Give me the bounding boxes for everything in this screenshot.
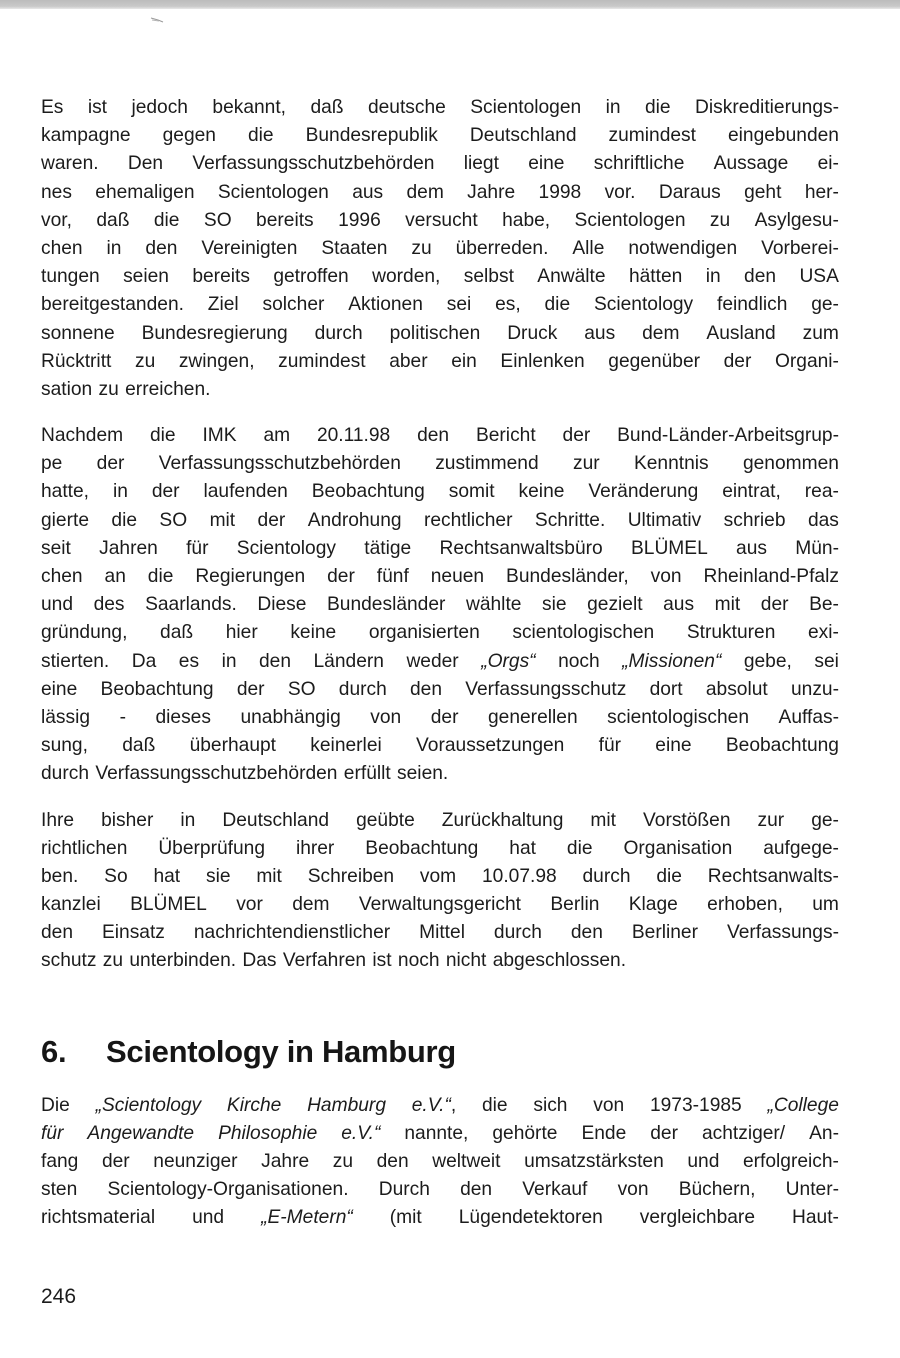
text-line: stierten. Da es in den Ländern weder „Orgs“ noch „Missionen“ gebe, sei [41,650,839,672]
text-line: richtsmaterial und „E-Metern“ (mit Lügendetektoren vergleichbare Haut- [41,1207,839,1229]
text-line: tungen seien bereits getroffen worden, selbst Anwälte hätten in den USA [41,266,839,288]
page-number: 246 [41,1285,77,1308]
text-line: bereitgestanden. Ziel solcher Aktionen sei es, die Scientology feindlich ge- [41,294,839,316]
text-line: lässig - dieses unabhängig von der generellen scientologischen Auffas- [41,706,839,728]
text-line: vor, daß die SO bereits 1996 versucht habe, Scientologen zu Asylgesu- [41,209,839,231]
text-line: sten Scientology-Organisationen. Durch den Verkauf von Büchern, Unter- [41,1179,839,1201]
text-line: Die „Scientology Kirche Hamburg e.V.“, die sich von 1973-1985 „College [41,1094,839,1116]
section-spacer [41,976,839,1032]
text-line: seit Jahren für Scientology tätige Rechtsanwaltsbüro BLÜMEL aus Mün- [41,537,839,559]
section-heading [41,1032,839,1072]
document-page [41,94,839,1233]
text-line: Nachdem die IMK am 20.11.98 den Bericht der Bund-Länder-Arbeitsgrup- [41,425,839,447]
text-line: richtlichen Überprüfung ihrer Beobachtung hat die Organisation aufgege- [41,837,839,859]
text-line: gierte die SO mit der Androhung rechtlicher Schritte. Ultimativ schrieb das [41,509,839,531]
paragraph-4 [41,1092,839,1233]
text-line: fang der neunziger Jahre zu den weltweit umsatzstärksten und erfolgreich- [41,1151,839,1172]
text-line: kanzlei BLÜMEL vor dem Verwaltungsgericht Berlin Klage erhoben, um [41,894,839,916]
text-line: ben. So hat sie mit Schreiben vom 10.07.98 durch die Rechtsanwalts- [41,865,839,887]
text-line: chen in den Vereinigten Staaten zu überreden. Alle notwendigen Vorberei- [41,237,839,259]
text-line: eine Beobachtung der SO durch den Verfassungsschutz dort absolut unzu- [41,678,839,700]
text-line: für Angewandte Philosophie e.V.“ nannte, gehörte Ende der achtziger/ An- [41,1122,839,1144]
text-line: den Einsatz nachrichtendienstlicher Mittel durch den Berliner Verfassungs- [41,922,839,944]
text-line: kampagne gegen die Bundesrepublik Deutschland zumindest eingebunden [41,125,839,147]
text-line: sung, daß überhaupt keinerlei Voraussetzungen für eine Beobachtung [41,735,839,757]
text-line: durch Verfassungsschutzbehörden erfüllt seien. [41,763,449,785]
text-line: sonnene Bundesregierung durch politischen Druck aus dem Ausland zum [41,322,839,344]
text-line: hatte, in der laufenden Beobachtung somit keine Veränderung eintrat, rea- [41,481,839,503]
section-spacer [41,1072,839,1092]
text-line: pe der Verfassungsschutzbehörden zustimmend zur Kenntnis genommen [41,453,839,475]
text-line: gründung, daß hier keine organisierten scientologischen Strukturen exi- [41,622,839,644]
scan-top-border [0,0,900,9]
section-number: 6. [41,1033,67,1069]
text-line: schutz zu unterbinden. Das Verfahren ist noch nicht abgeschlossen. [41,950,627,972]
text-line: Es ist jedoch bekannt, daß deutsche Scientologen in die Diskreditierungs- [41,97,839,118]
text-line: sation zu erreichen. [41,378,211,400]
text-line: waren. Den Verfassungsschutzbehörden liegt eine schriftliche Aussage ei- [41,153,839,175]
scan-artifact-icon [150,17,164,23]
text-line: Rücktritt zu zwingen, zumindest aber ein Einlenken gegenüber der Organi- [41,350,839,372]
text-line: Ihre bisher in Deutschland geübte Zurückhaltung mit Vorstößen zur ge- [41,809,839,831]
paragraph-1 [41,94,839,404]
paragraph-spacer [41,404,839,422]
text-line: nes ehemaligen Scientologen aus dem Jahre 1998 vor. Daraus geht her- [41,181,839,203]
text-line: und des Saarlands. Diese Bundesländer wählte sie gezielt aus mit der Be- [41,594,839,616]
paragraph-spacer [41,789,839,807]
paragraph-2 [41,422,839,788]
text-line: chen an die Regierungen der fünf neuen Bundesländer, von Rheinland-Pfalz [41,566,839,587]
paragraph-3 [41,807,839,976]
section-title: Scientology in Hamburg [106,1033,456,1069]
